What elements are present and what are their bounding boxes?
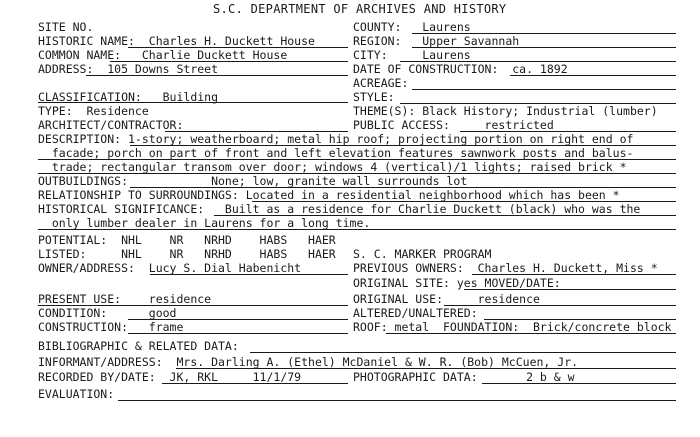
informant-field: INFORMANT/ADDRESS: Mrs. Darling A. (Ethel) McDaniel & W. R. (Bob) McCuen, Jr. [38,355,579,369]
field-underline [150,274,348,275]
photographic-data-field: PHOTOGRAPHIC DATA: 2 b & w [353,370,575,384]
field-underline [400,61,676,62]
common-name-field: COMMON NAME: Charlie Duckett House [38,48,288,62]
owner-address-field: OWNER/ADDRESS: Lucy S. Dial Habenicht [38,261,302,275]
original-use-field: ORIGINAL USE: residence [353,292,540,306]
field-underline [38,102,348,103]
field-underline [444,305,676,306]
condition-field: CONDITION: good [38,306,177,320]
field-underline [412,47,676,48]
listed-row: LISTED: NHL NR NRHD HABS HAER [38,247,336,261]
field-underline [38,159,676,160]
present-use-field: PRESENT USE: residence [38,292,212,306]
field-underline [130,145,676,146]
style-field: STYLE: [353,90,395,104]
field-underline [38,229,676,230]
field-underline [130,187,676,188]
form-title: S.C. DEPARTMENT OF ARCHIVES AND HISTORY [213,2,507,16]
description-line: trade; rectangular transom over door; windows 4 (vertical)/1 lights; raised brick * [38,160,627,174]
city-field: CITY: Laurens [353,48,471,62]
bibliographic-field: BIBLIOGRAPHIC & RELATED DATA: [38,339,239,353]
original-site-field: ORIGINAL SITE: yes MOVED/DATE: [353,276,561,290]
field-underline [38,173,676,174]
field-underline [128,319,348,320]
field-underline [482,383,676,384]
field-underline [38,305,348,306]
significance-line: HISTORICAL SIGNIFICANCE: Built as a residence for Charlie Duckett (black) who was the [38,202,641,216]
field-underline [250,352,676,353]
field-underline [110,61,348,62]
historic-name-field: HISTORIC NAME: Charles H. Duckett House [38,34,315,48]
field-underline [176,368,676,369]
field-underline [86,75,348,76]
roof-foundation-field: ROOF: metal FOUNDATION: Brick/concrete block [353,320,672,334]
field-underline [162,383,348,384]
region-field: REGION: Upper Savannah [353,34,520,48]
evaluation-field: EVALUATION: [38,387,115,401]
description-line: facade; porch on part of front and left elevation features sawnwork posts and balus- [38,146,634,160]
relationship-field: RELATIONSHIP TO SURROUNDINGS: Located in a residential neighborhood which has been * [38,188,620,202]
field-underline [252,201,676,202]
field-underline [460,131,676,132]
date-of-construction-field: DATE OF CONSTRUCTION: ca. 1892 [353,62,568,76]
themes-field: THEME(S): Black History; Industrial (lumber) [353,104,658,118]
field-underline [214,215,676,216]
marker-program-label: S. C. MARKER PROGRAM [353,247,492,261]
potential-row: POTENTIAL: NHL NR NRHD HABS HAER [38,233,336,247]
field-underline [128,47,348,48]
field-underline [464,289,676,290]
previous-owners-field: PREVIOUS OWNERS: Charles H. Duckett, Miss * [353,261,658,275]
field-underline [400,103,676,104]
field-underline [165,131,348,132]
field-underline [412,33,676,34]
type-field: TYPE: Residence [38,104,149,118]
architect-field: ARCHITECT/CONTRACTOR: [38,118,184,132]
significance-line: only lumber dealer in Laurens for a long time. [38,216,371,230]
altered-field: ALTERED/UNALTERED: [353,306,478,320]
public-access-field: PUBLIC ACCESS: restricted [353,118,554,132]
classification-field: CLASSIFICATION: Building [38,90,219,104]
field-underline [118,400,676,401]
site-no-label: SITE NO. [38,20,94,34]
outbuildings-field: OUTBUILDINGS: None; low, granite wall surrounds lot [38,174,468,188]
field-underline [128,333,348,334]
field-underline [484,319,676,320]
field-underline [472,274,676,275]
county-field: COUNTY: Laurens [353,20,471,34]
address-field: ADDRESS: 105 Downs Street [38,62,219,76]
field-underline [510,75,676,76]
construction-field: CONSTRUCTION: frame [38,320,184,334]
recorded-by-field: RECORDED BY/DATE: JK, RKL 11/1/79 [38,370,302,384]
field-underline [412,89,676,90]
description-line: DESCRIPTION: 1-story; weatherboard; metal hip roof; projecting portion on right end of [38,132,634,146]
field-underline [386,333,676,334]
acreage-field: ACREAGE: [353,76,409,90]
